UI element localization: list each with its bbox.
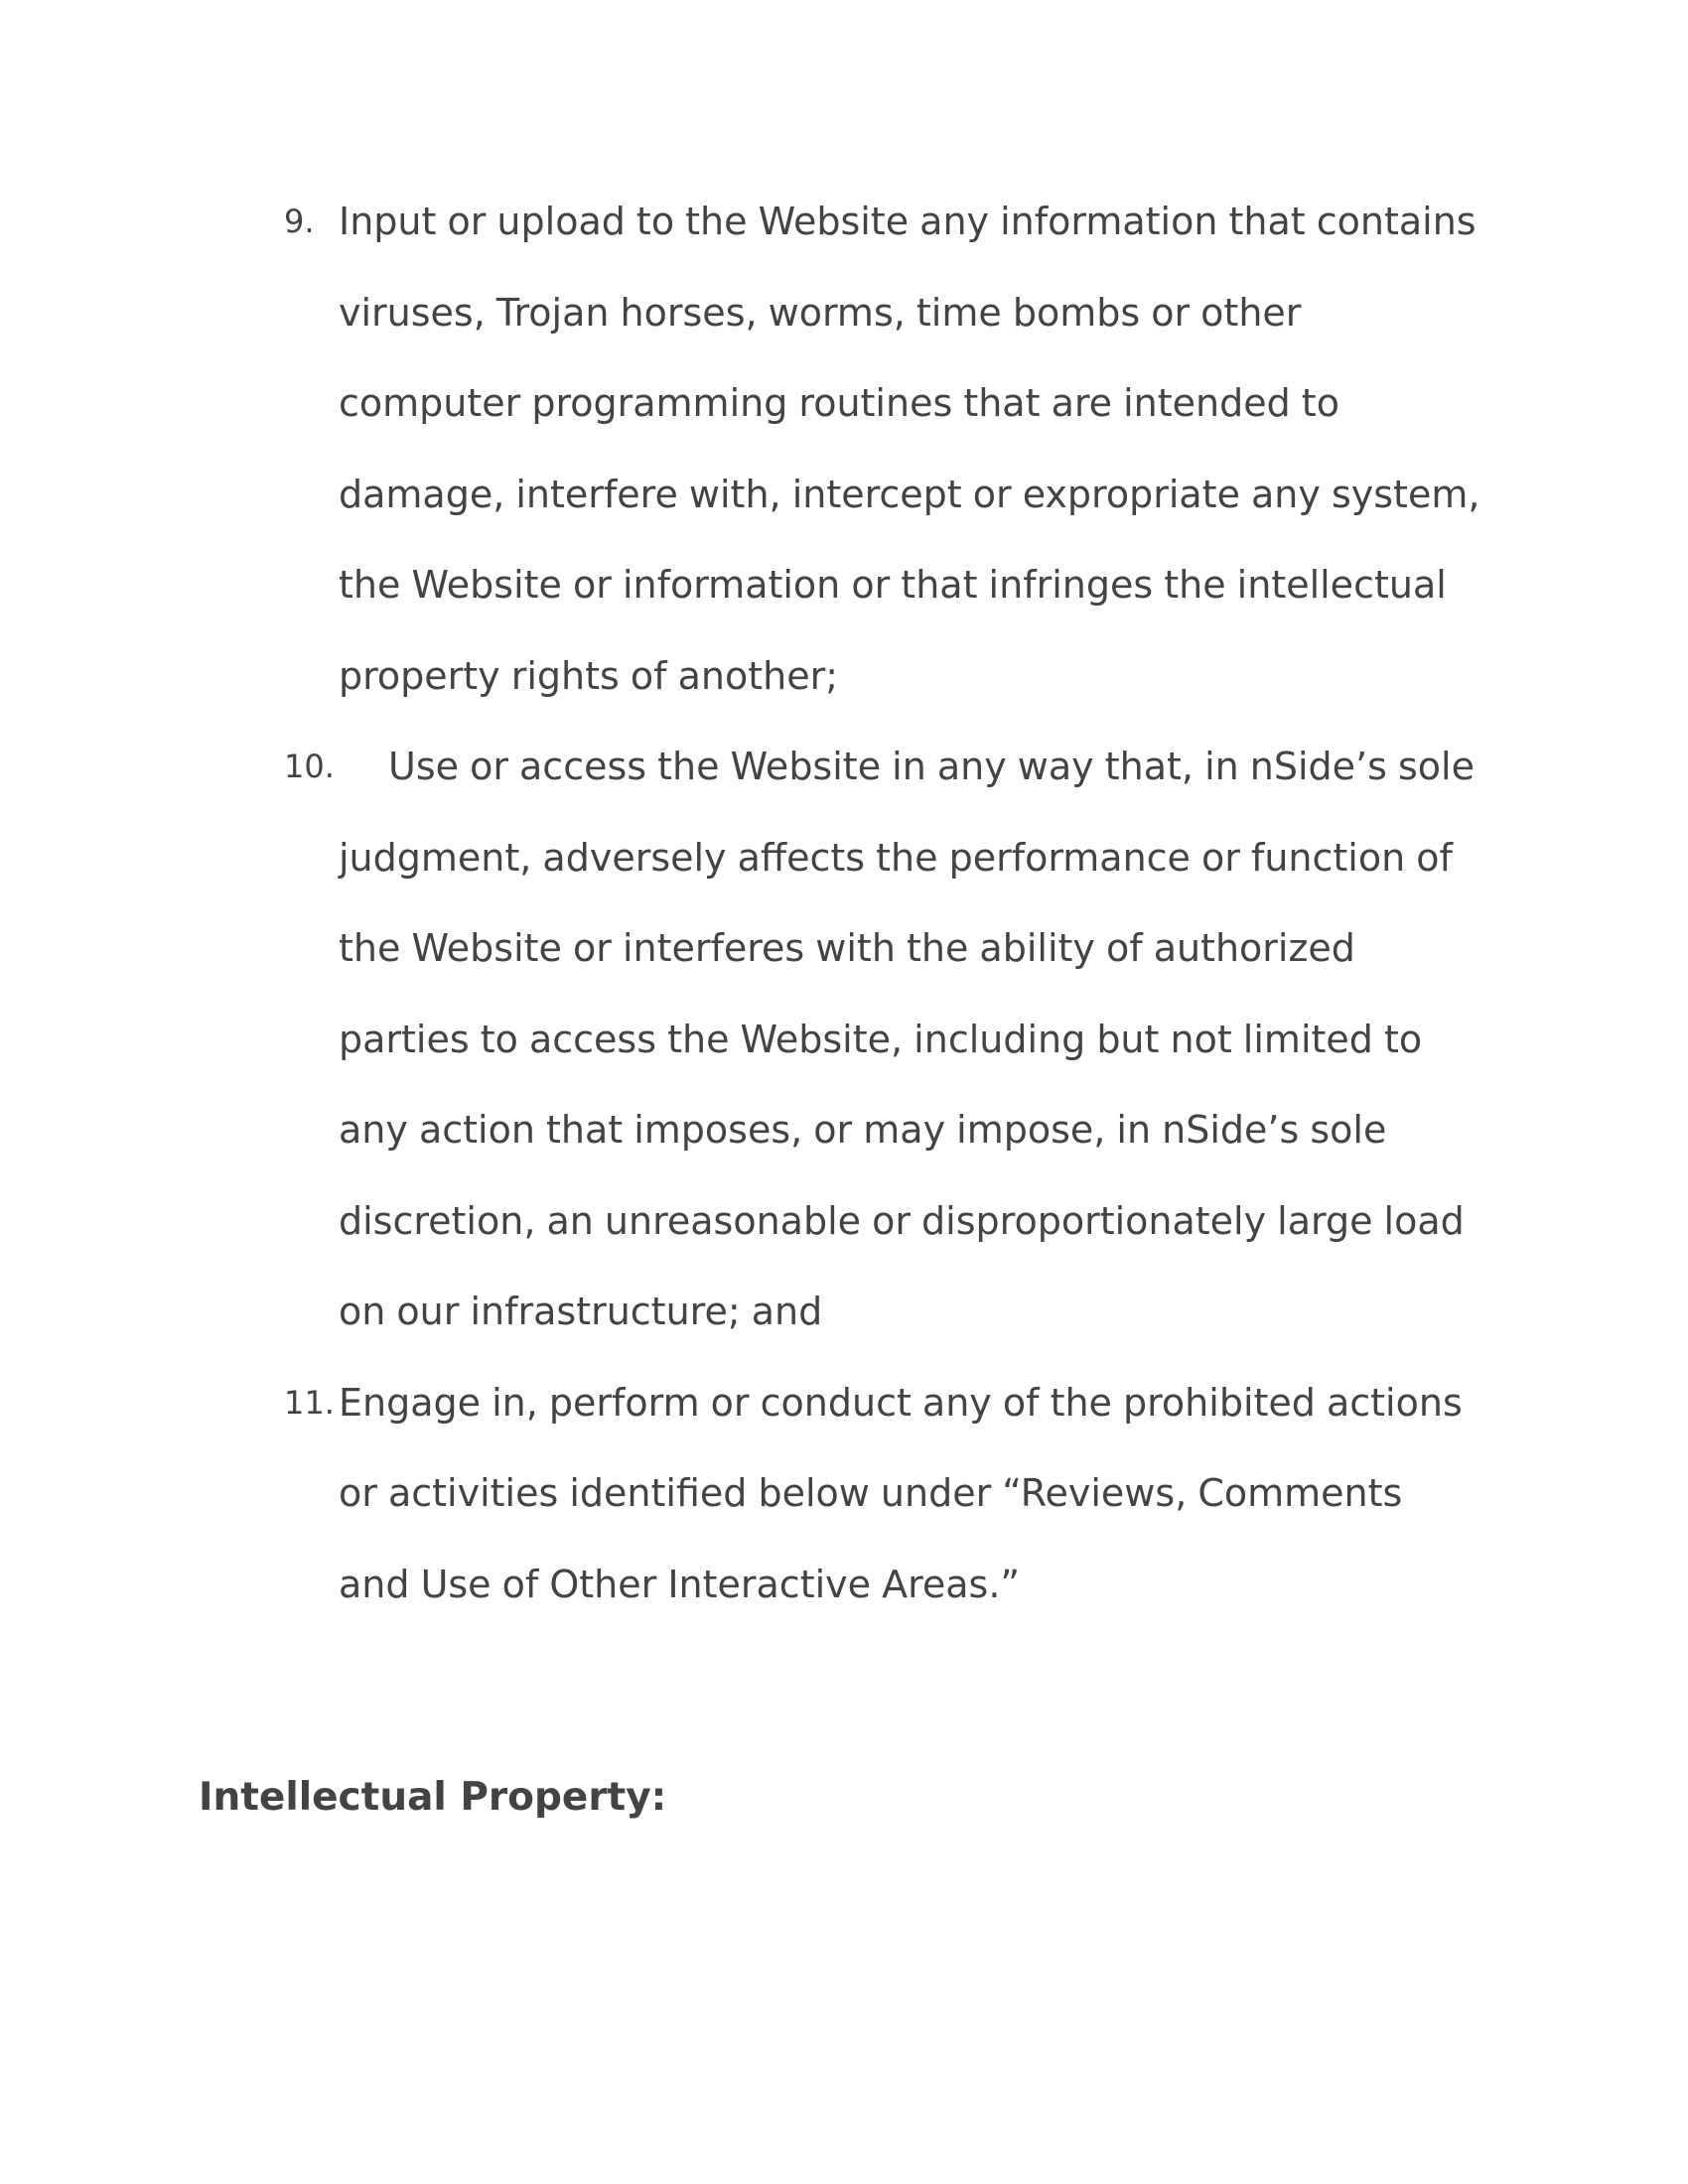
text-line: discretion, an unreasonable or disproportionately large load: [339, 1198, 1465, 1243]
text-line: the Website or information or that infringes the intellectual: [339, 563, 1447, 607]
text-line: viruses, Trojan horses, worms, time bombs or other: [339, 290, 1302, 335]
text-line: on our infrastructure; and: [339, 1290, 823, 1333]
section-heading: Intellectual Property:: [199, 1775, 667, 1820]
list-item: [284, 177, 1495, 722]
text-line: damage, interfere with, intercept or expropriate any system,: [339, 472, 1480, 516]
text-line: Input or upload to the Website any information that contains: [339, 200, 1477, 243]
text-line: Engage in, perform or conduct any of the prohibited actions: [339, 1380, 1463, 1425]
text-line: or activities identified below under “Reviews, Comments: [339, 1471, 1403, 1515]
list-item: [284, 1358, 1495, 1631]
text-line: Use or access the Website in any way that, in nSide’s sole: [388, 745, 1475, 788]
list-item-number: 10.: [284, 748, 335, 785]
text-line: property rights of another;: [339, 653, 839, 698]
list-item-text: [339, 177, 1495, 722]
text-line: computer programming routines that are intended to: [339, 381, 1339, 425]
text-line: the Website or interferes with the ability of authorized: [339, 926, 1355, 970]
text-line: judgment, adversely affects the performance or function of: [339, 835, 1453, 880]
list-item-number: 11.: [284, 1383, 335, 1422]
list-item-text: [339, 722, 1495, 1358]
text-line: any action that imposes, or may impose, in nSide’s sole: [339, 1108, 1387, 1152]
list-item-text: [339, 1358, 1495, 1631]
prohibited-actions-list: [284, 177, 1495, 1630]
text-line: and Use of Other Interactive Areas.”: [339, 1562, 1021, 1606]
list-item: [284, 722, 1495, 1358]
text-line: parties to access the Website, including but not limited to: [339, 1017, 1423, 1061]
list-item-number: 9.: [284, 203, 315, 240]
